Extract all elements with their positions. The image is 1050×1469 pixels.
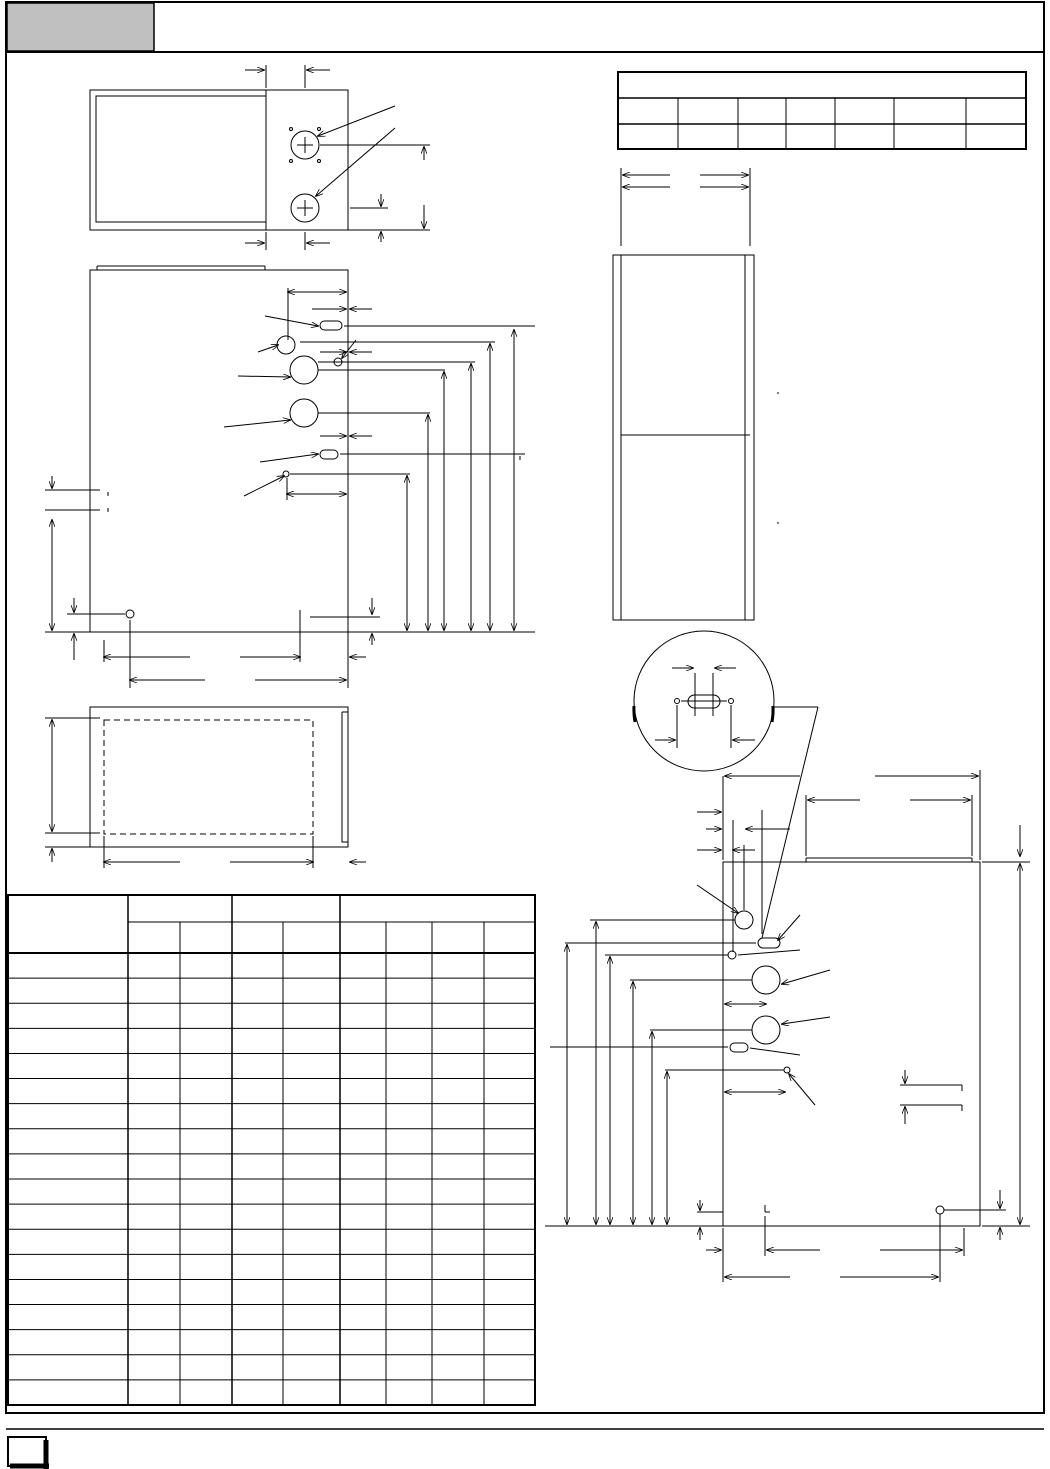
- model-table-rows: [8, 978, 535, 1380]
- content-frame: [6, 52, 1044, 1413]
- side-gas-opening: [290, 356, 318, 384]
- rear-slot-upper: [758, 938, 780, 948]
- rear-vent-opening: [752, 1016, 780, 1044]
- model-dimension-table: [8, 895, 535, 1405]
- side-slot-upper: [320, 321, 342, 330]
- bottom-view-drawing: [45, 707, 366, 868]
- rear-view-drawing: [545, 770, 1030, 1282]
- side-small-opening: [277, 336, 295, 354]
- header-bar: [6, 2, 1044, 52]
- front-view-drawing: [613, 168, 778, 620]
- side-slot-lower: [320, 450, 338, 459]
- dimension-table: [618, 72, 1026, 149]
- side-vent-opening: [290, 399, 318, 427]
- top-view-drawing: [90, 65, 430, 250]
- side-drain-opening: [126, 610, 134, 618]
- page-number-box: [8, 1437, 46, 1466]
- side-view-drawing: [45, 266, 535, 688]
- section-label-box: [7, 3, 154, 51]
- detail-callout-drawing: [634, 631, 818, 938]
- footer: [6, 1429, 1044, 1469]
- rear-gas-opening: [752, 966, 780, 994]
- rear-drain-opening: [936, 1206, 944, 1214]
- rear-small-opening: [735, 911, 753, 929]
- rear-slot-lower: [730, 1043, 748, 1052]
